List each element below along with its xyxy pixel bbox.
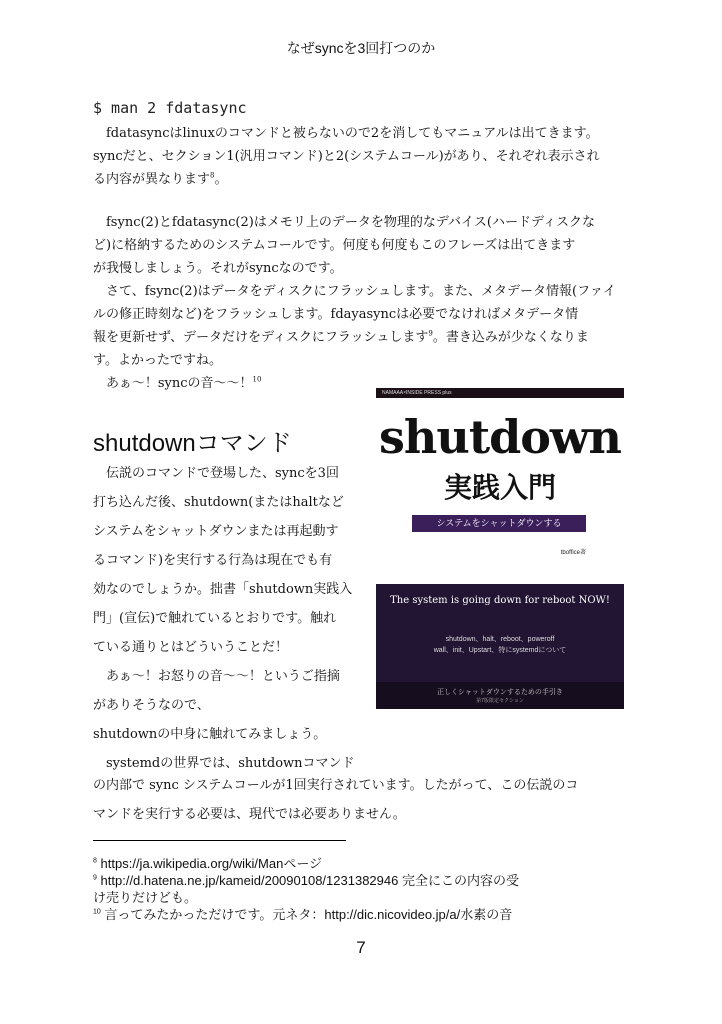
text-line: fdatasyncはlinuxのコマンドと被らないので2を消してもマニュアルは出てきます。 bbox=[106, 126, 599, 141]
footnote-ref-9[interactable]: 9 bbox=[428, 329, 433, 338]
text-line: あぁ〜！syncの音〜〜！ bbox=[106, 376, 253, 391]
cover-commands-2: wall、init、Upstart、特にsystemdについて bbox=[433, 647, 567, 654]
text-line: 。 bbox=[214, 172, 228, 187]
cover-subtitle: 実践入門 bbox=[443, 471, 556, 504]
book-cover-image bbox=[376, 388, 624, 709]
text-line: 打ち込んだ後、shutdown(またはhaltなど bbox=[93, 495, 344, 510]
footnote-divider bbox=[93, 840, 346, 841]
footnote-text[interactable]: 言ってみたかっただけです。元ネタ：http://dic.nicovideo.jp/a/水素の音 bbox=[104, 907, 513, 922]
cover-publisher: NAMAAA×INSIDE PRESS plus bbox=[376, 388, 624, 398]
text-line: が我慢しましょう。それがsyncなのです。 bbox=[93, 261, 343, 276]
command-line: $ man 2 fdatasync bbox=[93, 99, 247, 117]
shutdown-paragraph bbox=[93, 459, 355, 778]
cover-bottom-band bbox=[376, 682, 624, 709]
text-line: システムをシャットダウンまたは再起動す bbox=[93, 524, 339, 539]
cover-commands: shutdown、halt、reboot、poweroff bbox=[445, 636, 555, 643]
shutdown-paragraph-continued bbox=[93, 771, 628, 829]
text-line: あぁ〜！お怒りの音〜〜！というご指摘 bbox=[106, 669, 340, 684]
text-line: ている通りとはどういうことだ！ bbox=[93, 640, 289, 655]
text-line: るコマンド)を実行する行為は現在でも有 bbox=[93, 553, 333, 568]
text-line: る内容が異なります bbox=[93, 172, 211, 187]
cover-bottom-text: 正しくシャットダウンするための手引き bbox=[437, 688, 563, 696]
cover-dark-panel bbox=[376, 584, 624, 709]
footnote-10 bbox=[93, 906, 628, 923]
text-line: マンドを実行する必要は、現代では必要ありません。 bbox=[93, 807, 406, 822]
section-heading: shutdownコマンド bbox=[93, 430, 292, 457]
footnote-ref-10[interactable]: 10 bbox=[252, 375, 262, 384]
text-line: の内部で sync システムコールが1回実行されています。したがって、この伝説のコ bbox=[93, 778, 579, 793]
text-line: syncだと、セクション1(汎用コマンド)と2(システムコール)があり、それぞれ表示され bbox=[93, 149, 600, 164]
footnote-number: 8 bbox=[93, 857, 97, 865]
cover-tagline: The system is going down for reboot NOW! bbox=[390, 595, 610, 606]
text-line: 効なのでしょうか。拙書「shutdown実践入 bbox=[93, 582, 353, 597]
text-line: 門」(宣伝)で触れているとおりです。触れ bbox=[93, 611, 337, 626]
footnotes bbox=[93, 855, 628, 923]
text-line: ど)に格納するためのシステムコールです。何度も何度もこのフレーズは出てきます bbox=[93, 238, 576, 253]
footnote-ref-8[interactable]: 8 bbox=[210, 171, 215, 180]
cover-band: システムをシャットダウンする bbox=[412, 515, 586, 532]
cover-title: shutdown bbox=[379, 410, 621, 464]
text-line: 伝説のコマンドで登場した、syncを3回 bbox=[106, 466, 339, 481]
footnote-8 bbox=[93, 855, 628, 872]
cover-bottom-subtext: 第7版限定セクション bbox=[476, 698, 524, 704]
text-line: 。書き込みが少なくなりま bbox=[432, 330, 589, 345]
footnote-9 bbox=[93, 872, 628, 889]
footnote-number: 9 bbox=[93, 874, 97, 882]
footnote-9-cont: け売りだけども。 bbox=[93, 890, 198, 905]
paragraph-fsync-fdatasync bbox=[93, 211, 628, 395]
running-header: なぜsyncを3回打つのか bbox=[286, 40, 436, 56]
text-line: す。よかったですね。 bbox=[93, 353, 222, 368]
text-line: 報を更新せず、データだけをディスクにフラッシュします bbox=[93, 330, 429, 345]
footnote-link[interactable]: https://ja.wikipedia.org/wiki/Manページ bbox=[100, 856, 323, 871]
cover-author: tboffice著 bbox=[560, 550, 586, 556]
text-line: systemdの世界では、shutdownコマンド bbox=[106, 756, 355, 771]
footnote-number: 10 bbox=[93, 908, 101, 916]
text-line: さて、fsync(2)はデータをディスクにフラッシュします。また、メタデータ情報(ファイ bbox=[106, 284, 616, 299]
text-line: がありそうなので、 bbox=[93, 698, 210, 713]
text-line: ルの修正時刻など)をフラッシュします。fdayasyncは必要でなければメタデータ情 bbox=[93, 307, 579, 322]
text-line: fsync(2)とfdatasync(2)はメモリ上のデータを物理的なデバイス(ハードディスクな bbox=[106, 215, 595, 230]
footnote-link[interactable]: http://d.hatena.ne.jp/kameid/20090108/1231382946 完全にこの内容の受 bbox=[100, 873, 519, 888]
page-number: 7 bbox=[356, 938, 366, 957]
paragraph-fdatasync-man bbox=[93, 122, 628, 191]
text-line: shutdownの中身に触れてみましょう。 bbox=[93, 727, 327, 742]
